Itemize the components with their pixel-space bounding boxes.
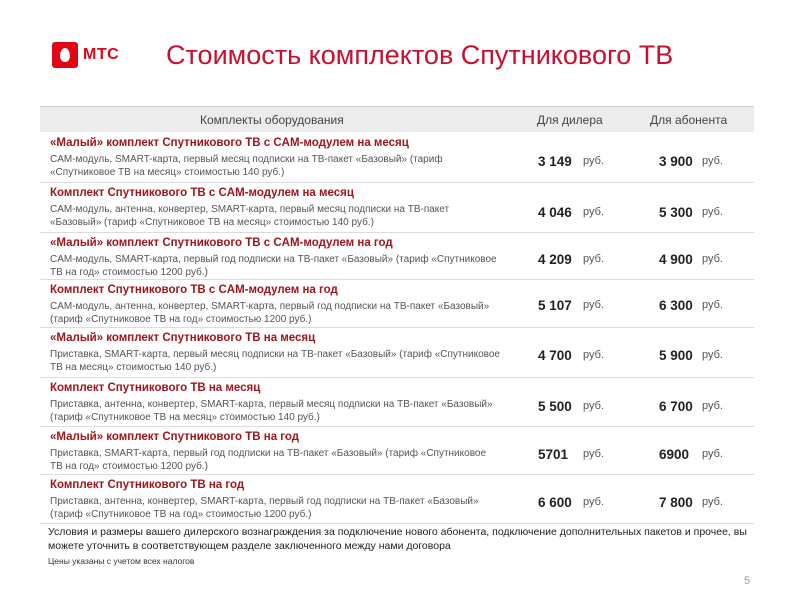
subscriber-currency: руб. [702,496,723,508]
table-header [40,107,754,132]
kit-name: «Малый» комплект Спутникового ТВ с CAM-модулем на месяц [50,137,409,149]
tax-note: Цены указаны с учетом всех налогов [48,556,195,566]
dealer-currency: руб. [583,349,604,361]
table-row [40,427,754,475]
mts-egg-icon [52,42,78,68]
dealer-currency: руб. [583,400,604,412]
kit-description: CAM-модуль, антенна, конвертер, SMART-карта, первый год подписки на ТВ-пакет «Базовый» (тариф «Спутниковое ТВ на год» стоимостью 1200 руб.) [50,301,490,325]
kit-description: Приставка, антенна, конвертер, SMART-карта, первый год подписки на ТВ-пакет «Базовый» (тариф «Спутниковое ТВ на год» стоимостью 1200 руб.) [50,496,479,520]
dealer-price: 5701 [538,447,569,462]
kit-name: «Малый» комплект Спутникового ТВ с CAM-модулем на год [50,237,393,249]
subscriber-price: 6 700 [659,399,693,414]
subscriber-price: 6 300 [659,298,693,313]
kit-name: Комплект Спутникового ТВ на месяц [50,382,261,394]
subscriber-price: 4 900 [659,252,693,267]
dealer-price: 4 209 [538,252,572,267]
kit-name: «Малый» комплект Спутникового ТВ на месяц [50,332,316,344]
dealer-currency: руб. [583,448,604,460]
kit-description: Приставка, антенна, конвертер, SMART-карта, первый месяц подписки на ТВ-пакет «Базовый» (тариф «Спутниковое ТВ на месяц» стоимостью 140 руб.) [50,399,493,423]
subscriber-price: 5 300 [659,205,693,220]
subscriber-currency: руб. [702,299,723,311]
table-row [40,133,754,183]
column-header-subscriber: Для абонента [650,113,728,127]
table-row [40,233,754,280]
subscriber-price: 6900 [659,447,690,462]
kit-name: Комплект Спутникового ТВ на год [50,479,245,491]
dealer-price: 6 600 [538,495,572,510]
dealer-currency: руб. [583,155,604,167]
kit-name: Комплект Спутникового ТВ с CAM-модулем на год [50,284,338,296]
kit-description: Приставка, SMART-карта, первый месяц подписки на ТВ-пакет «Базовый» (тариф «Спутниковое ТВ на месяц» стоимостью 140 руб.) [50,349,500,373]
table-row [40,475,754,524]
mts-logo [52,42,119,68]
page-number: 5 [744,575,751,587]
kit-name: «Малый» комплект Спутникового ТВ на год [50,431,300,443]
kit-description: Приставка, SMART-карта, первый год подписки на ТВ-пакет «Базовый» (тариф «Спутниковое ТВ на год» стоимостью 1200 руб.) [50,448,487,472]
kit-description: CAM-модуль, SMART-карта, первый год подписки на ТВ-пакет «Базовый» (тариф «Спутниковое ТВ на год» стоимостью 1200 руб.) [50,254,497,278]
dealer-price: 4 046 [538,205,572,220]
dealer-conditions-note: Условия и размеры вашего дилерского вознаграждения за подключение нового абонента, подключение дополнительных пакетов и прочее, вы можете уточнить в соответствующем разделе заключенного между нами договора [48,526,747,552]
dealer-price: 3 149 [538,154,572,169]
subscriber-currency: руб. [702,349,723,361]
dealer-currency: руб. [583,496,604,508]
column-header-dealer: Для дилера [537,113,603,127]
column-header-kits: Комплекты оборудования [200,113,344,127]
dealer-price: 5 107 [538,298,572,313]
table-row [40,183,754,233]
subscriber-currency: руб. [702,253,723,265]
dealer-currency: руб. [583,206,604,218]
kit-name: Комплект Спутникового ТВ с CAM-модулем на месяц [50,187,354,199]
logo-text: МТС [83,46,120,63]
kit-description: CAM-модуль, антенна, конвертер, SMART-карта, первый месяц подписки на ТВ-пакет «Базовый» (тариф «Спутниковое ТВ на месяц» стоимостью 140 руб.) [50,204,450,228]
page-title: Стоимость комплектов Спутникового ТВ [166,40,674,70]
table-row [40,328,754,378]
table-row [40,378,754,427]
price-table [40,133,754,524]
subscriber-price: 5 900 [659,348,693,363]
dealer-currency: руб. [583,253,604,265]
subscriber-price: 7 800 [659,495,693,510]
subscriber-price: 3 900 [659,154,693,169]
dealer-price: 4 700 [538,348,572,363]
subscriber-currency: руб. [702,400,723,412]
subscriber-currency: руб. [702,155,723,167]
subscriber-currency: руб. [702,448,723,460]
table-row [40,280,754,328]
dealer-currency: руб. [583,299,604,311]
dealer-price: 5 500 [538,399,572,414]
kit-description: CAM-модуль, SMART-карта, первый месяц подписки на ТВ-пакет «Базовый» (тариф «Спутниковое ТВ на месяц» стоимостью 140 руб.) [50,154,443,178]
subscriber-currency: руб. [702,206,723,218]
